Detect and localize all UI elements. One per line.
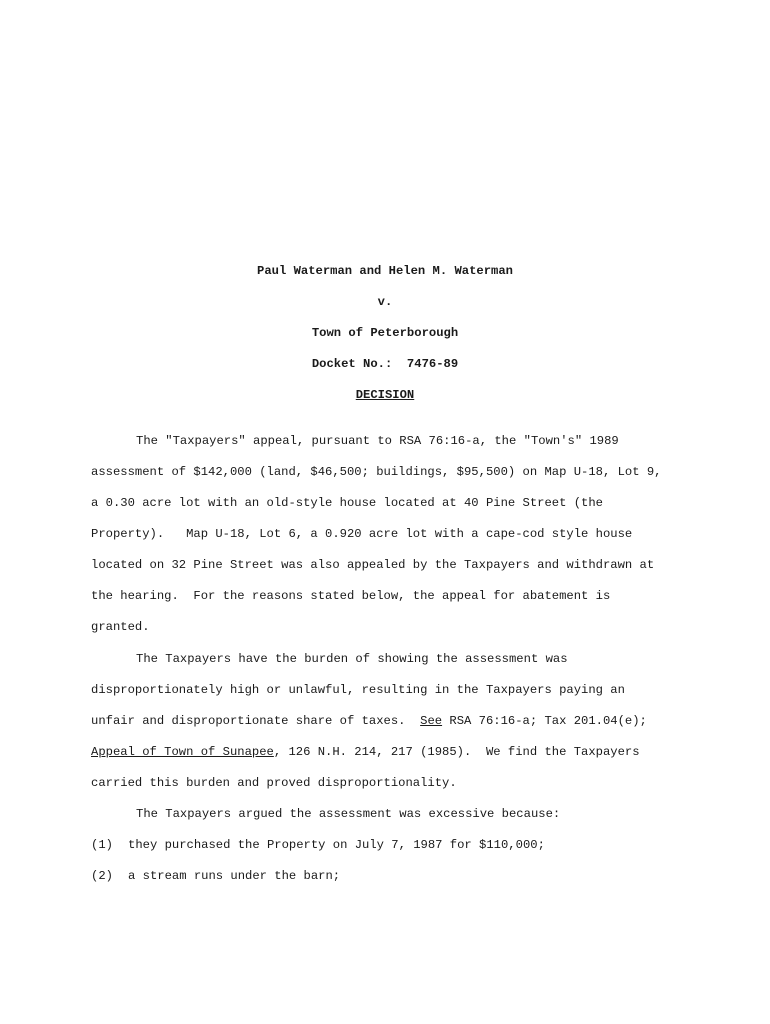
caption-docket: Docket No.: 7476-89 [311, 357, 459, 371]
p1-line-2: assessment of $142,000 (land, $46,500; buildings, $95,500) on Map U-18, Lot 9, [91, 465, 662, 479]
p2-line-3-post: RSA 76:16-a; Tax 201.04(e); [442, 714, 647, 728]
p1-line-5: located on 32 Pine Street was also appealed by the Taxpayers and withdrawn at [91, 558, 655, 572]
p1-line-3: a 0.30 acre lot with an old-style house located at 40 Pine Street (the [91, 496, 603, 510]
see-citation-signal: See [420, 714, 443, 728]
list-item-text: a stream runs under the barn; [128, 869, 341, 883]
caption-versus: v. [377, 295, 393, 309]
list-item-number: (2) [91, 869, 113, 883]
caption-respondent: Town of Peterborough [311, 326, 459, 340]
list-item-number: (1) [91, 838, 113, 852]
p2-line-5: carried this burden and proved disproportionality. [91, 776, 457, 790]
p1-line-6: the hearing. For the reasons stated below, the appeal for abatement is [91, 589, 611, 603]
p2-line-2: disproportionately high or unlawful, resulting in the Taxpayers paying an [91, 683, 625, 697]
p2-line-4-post: , 126 N.H. 214, 217 (1985). We find the Taxpayers [273, 745, 640, 759]
p1-line-4: Property). Map U-18, Lot 6, a 0.920 acre lot with a cape-cod style house [91, 527, 633, 541]
list-item-text: they purchased the Property on July 7, 1987 for $110,000; [128, 838, 545, 852]
p2-line-4 [91, 745, 640, 759]
p2-line-3 [91, 714, 647, 728]
p1-line-1: The "Taxpayers" appeal, pursuant to RSA 76:16-a, the "Town's" 1989 [136, 434, 619, 448]
p2-line-3-pre: unfair and disproportionate share of taxes. [91, 714, 421, 728]
caption-parties: Paul Waterman and Helen M. Waterman [257, 264, 513, 278]
p3-line-1: The Taxpayers argued the assessment was excessive because: [136, 807, 561, 821]
p2-line-1: The Taxpayers have the burden of showing the assessment was [136, 652, 568, 666]
p1-line-7: granted. [91, 620, 150, 634]
case-citation: Appeal of Town of Sunapee [91, 745, 274, 759]
decision-heading: DECISION [355, 388, 415, 402]
